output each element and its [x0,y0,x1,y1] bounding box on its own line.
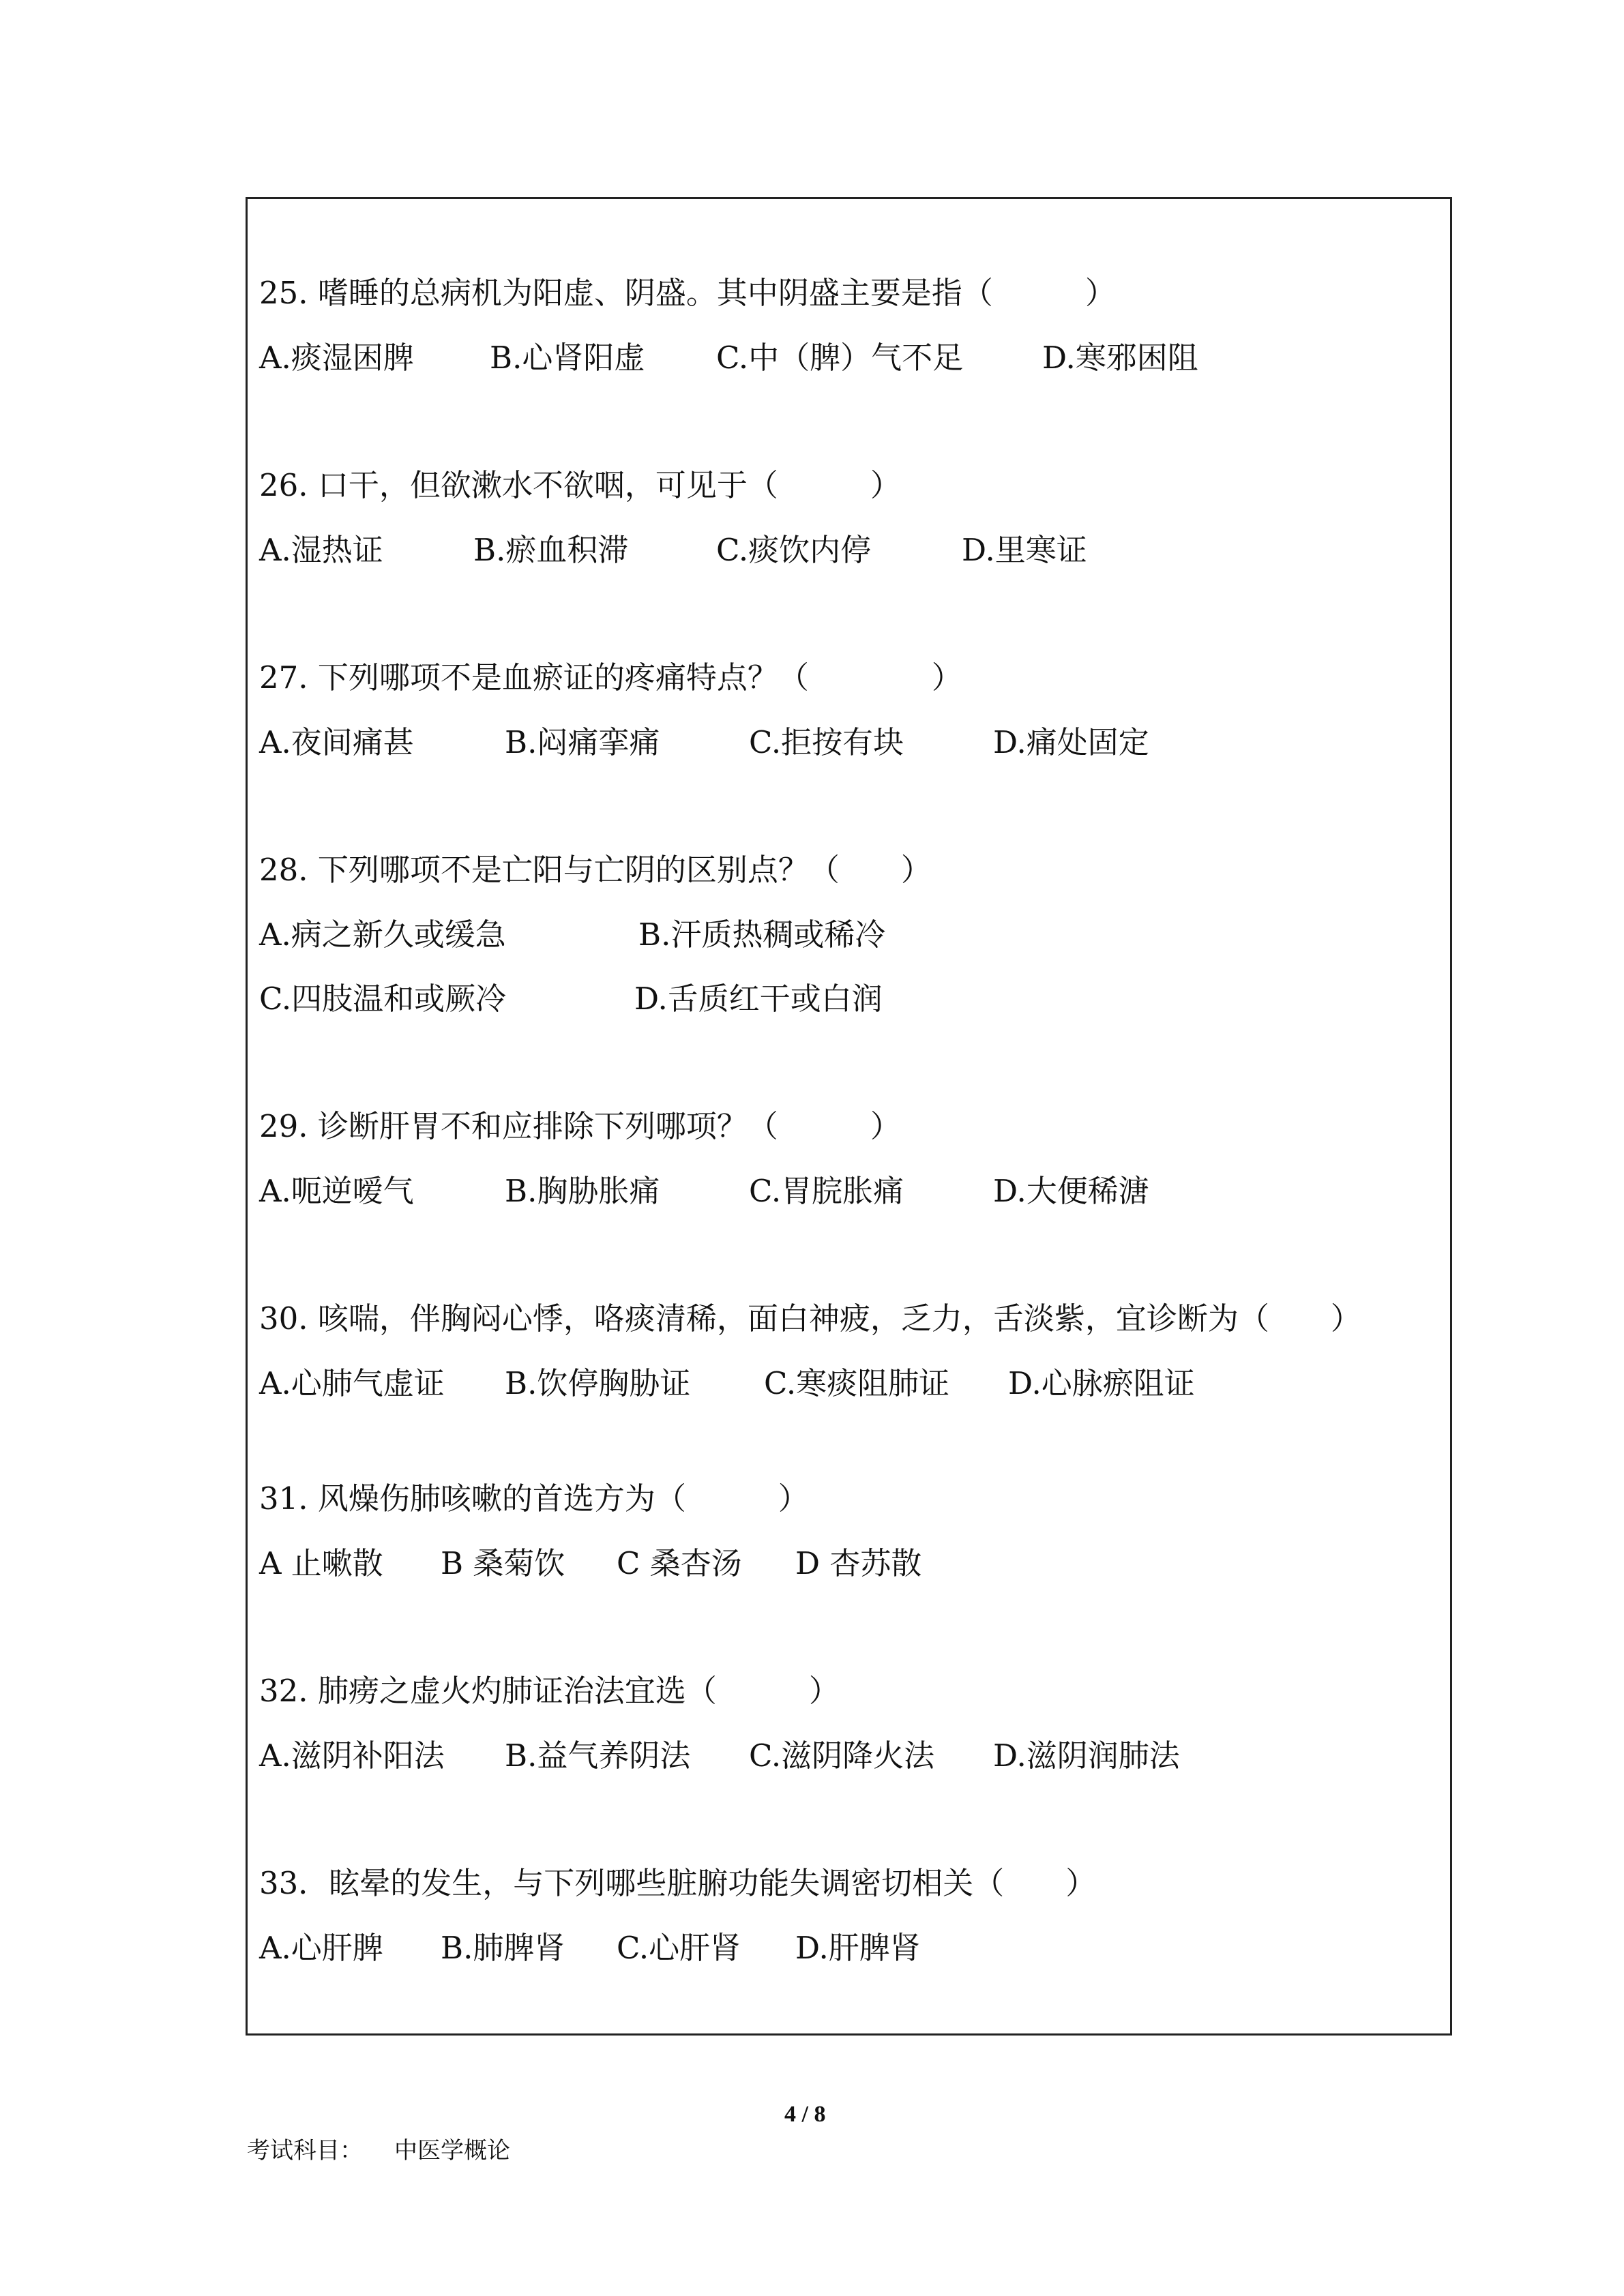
question-27-option-c: C.拒按有块 [749,724,904,760]
question-32: 32. 肺痨之虚火灼肺证治法宜选（ ） [259,1673,840,1709]
question-25-option-b: B.心肾阳虚 [490,340,645,376]
question-33-option-a: A.心肝脾 [259,1930,383,1966]
question-31-option-b: B 桑菊饮 [441,1545,565,1581]
question-26-option-d: D.里寒证 [962,532,1087,568]
question-29-option-b: B.胸胁胀痛 [505,1173,660,1209]
question-33-option-d: D.肝脾肾 [795,1930,921,1966]
question-30: 30. 咳喘，伴胸闷心悸，咯痰清稀，面白神疲，乏力，舌淡紫，宜诊断为（ ） [259,1300,1361,1337]
question-28-option-c: C.四肢温和或厥冷 [259,981,507,1017]
question-33-option-c: C.心肝肾 [617,1930,741,1966]
question-26-option-a: A.湿热证 [259,532,383,568]
question-26-option-b: B.瘀血积滞 [473,532,629,568]
question-29: 29. 诊断肝胃不和应排除下列哪项？（ ） [259,1108,901,1144]
question-28-option-d: D.舌质红干或白润 [634,981,883,1017]
footer-subject-name: 中医学概论 [394,2137,510,2164]
question-25-option-d: D.寒邪困阻 [1042,340,1198,376]
question-30-option-c: C.寒痰阻肺证 [764,1365,950,1401]
question-30-option-a: A.心肺气虚证 [259,1365,445,1401]
question-30-option-b: B.饮停胸胁证 [505,1365,691,1401]
question-32-option-b: B.益气养阴法 [505,1738,691,1774]
question-32-option-c: C.滋阴降火法 [749,1738,935,1774]
question-25-option-a: A.痰湿困脾 [259,340,414,376]
question-26-option-c: C.痰饮内停 [716,532,872,568]
question-28: 28. 下列哪项不是亡阳与亡阴的区别点？（ ） [259,852,932,888]
question-33-option-b: B.肺脾肾 [441,1930,565,1966]
question-33: 33．眩晕的发生，与下列哪些脏腑功能失调密切相关（ ） [259,1865,1097,1901]
question-28-option-b: B.汗质热稠或稀冷 [638,916,886,953]
question-27: 27. 下列哪项不是血瘀证的疼痛特点？（ ） [259,659,962,696]
question-31: 31. 风燥伤肺咳嗽的首选方为（ ） [259,1480,809,1517]
question-26: 26. 口干，但欲漱水不欲咽，可见于（ ） [259,467,901,503]
question-29-option-c: C.胃脘胀痛 [749,1173,904,1209]
question-27-option-b: B.闷痛挛痛 [505,724,660,760]
footer-subject-label: 考试科目： [247,2137,363,2164]
question-31-option-a: A 止嗽散 [259,1545,383,1581]
question-31-option-c: C 桑杏汤 [617,1545,742,1581]
question-29-option-a: A.呃逆嗳气 [259,1173,414,1209]
question-27-option-a: A.夜间痛甚 [259,724,414,760]
question-25: 25. 嗜睡的总病机为阳虚、阴盛。其中阴盛主要是指（ ） [259,275,1116,311]
question-30-option-d: D.心脉瘀阻证 [1008,1365,1195,1401]
question-29-option-d: D.大便稀溏 [993,1173,1149,1209]
question-25-option-c: C.中（脾）气不足 [716,340,964,376]
question-32-option-d: D.滋阴润肺法 [993,1738,1180,1774]
question-27-option-d: D.痛处固定 [993,724,1149,760]
question-31-option-d: D 杏苏散 [795,1545,922,1581]
page-number: 4 / 8 [784,2102,826,2127]
question-32-option-a: A.滋阴补阳法 [259,1738,445,1774]
question-28-option-a: A.病之新久或缓急 [259,916,506,953]
